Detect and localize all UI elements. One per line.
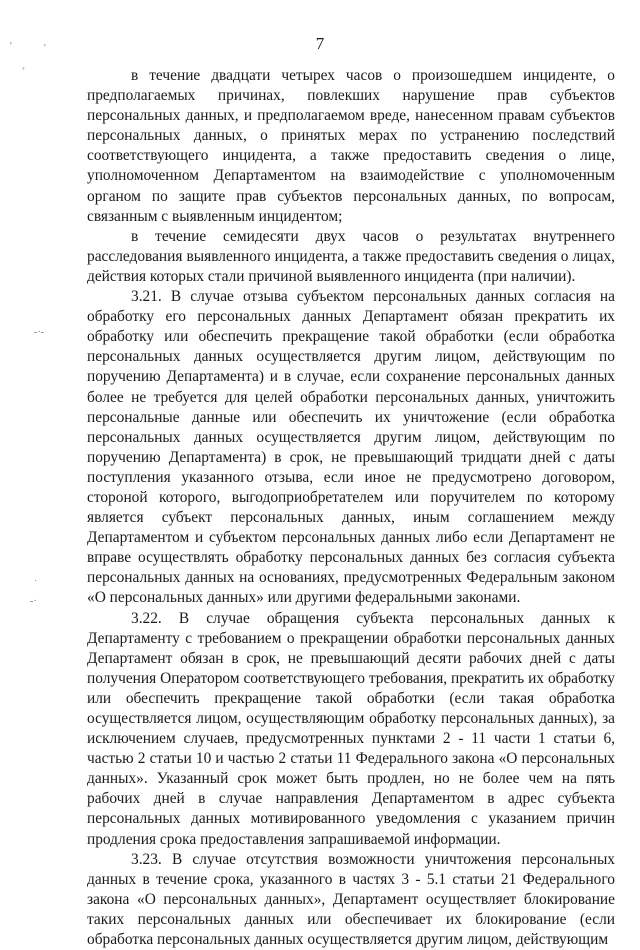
document-body [87, 66, 615, 950]
page-number: 7 [315, 34, 325, 53]
margin-tick: ' [44, 43, 46, 54]
paragraph: 3.21. В случае отзыва субъектом персональных данных согласия на обработку его персональных данных Департамент обязан прекратить их обработку или обеспечить прекращение такой обработки (если обработка персональных данных осуществляется другим лицом, действующим по поручению Департамента) и в случае, если сохранение персональных данных более не требуется для целей обработки персональных данных, уничтожить персональные данные или обеспечить их уничтожение (если обработка персональных данных осуществляется другим лицом, действующим по поручению Департамента) в срок, не превышающий тридцати дней с даты поступления указанного отзыва, если иное не предусмотрено договором, стороной которого, выгодоприобретателем или поручителем по которому является субъект персональных данных, иным соглашением между Департаментом и субъектом персональных данных либо если Департамент не вправе осуществлять обработку персональных данных без согласия субъекта персональных данных на основаниях, предусмотренных Федеральным законом «О персональных данных» или другими федеральными законами. [87, 288, 615, 607]
margin-tick: -· [30, 596, 37, 607]
margin-tick: -·- [34, 327, 44, 338]
paragraph: в течение семидесяти двух часов о результатах внутреннего расследования выявленного инцидента, а также предоставить сведения о лицах, действия которых стали причиной выявленного инцидента (при наличии). [87, 227, 615, 285]
margin-tick: ˙ [34, 579, 38, 590]
margin-tick: ' [10, 41, 12, 52]
paragraph: 3.22. В случае обращения субъекта персональных данных к Департаменту с требованием о прекращении обработки персональных данных Департамент обязан в срок, не превышающий десяти рабочих дней с даты получения Оператором соответствующего требования, прекратить их обработку или обеспечить прекращение такой обработки (если такая обработка осуществляется лицом, осуществляющим обработку персональных данных), за исключением случаев, предусмотренных пунктами 2 - 11 части 1 статьи 6, частью 2 статьи 10 и частью 2 статьи 11 Федерального закона «О персональных данных». Указанный срок может быть продлен, но не более чем на пять рабочих дней в случае направления Департаментом в адрес субъекта персональных данных мотивированного уведомления с указанием причин продления срока предоставления запрашиваемой информации. [87, 609, 615, 848]
paragraph: в течение двадцати четырех часов о произошедшем инциденте, о предполагаемых причинах, повлекших нарушение прав субъектов персональных данных, и предполагаемом вреде, нанесенном правам субъектов персональных данных, о принятых мерах по устранению последствий соответствующего инцидента, а также предоставить сведения о лице, уполномоченном Департаментом на взаимодействие с уполномоченным органом по защите прав субъектов персональных данных, по вопросам, связанным с выявленным инцидентом; [87, 67, 615, 225]
paragraph: 3.23. В случае отсутствия возможности уничтожения персональных данных в течение срока, указанного в частях 3 - 5.1 статьи 21 Федерального закона «О персональных данных», Департамент осуществляет блокирование таких персональных данных или обеспечивает их блокирование (если обработка персональных данных осуществляется другим лицом, действующим [87, 850, 615, 949]
